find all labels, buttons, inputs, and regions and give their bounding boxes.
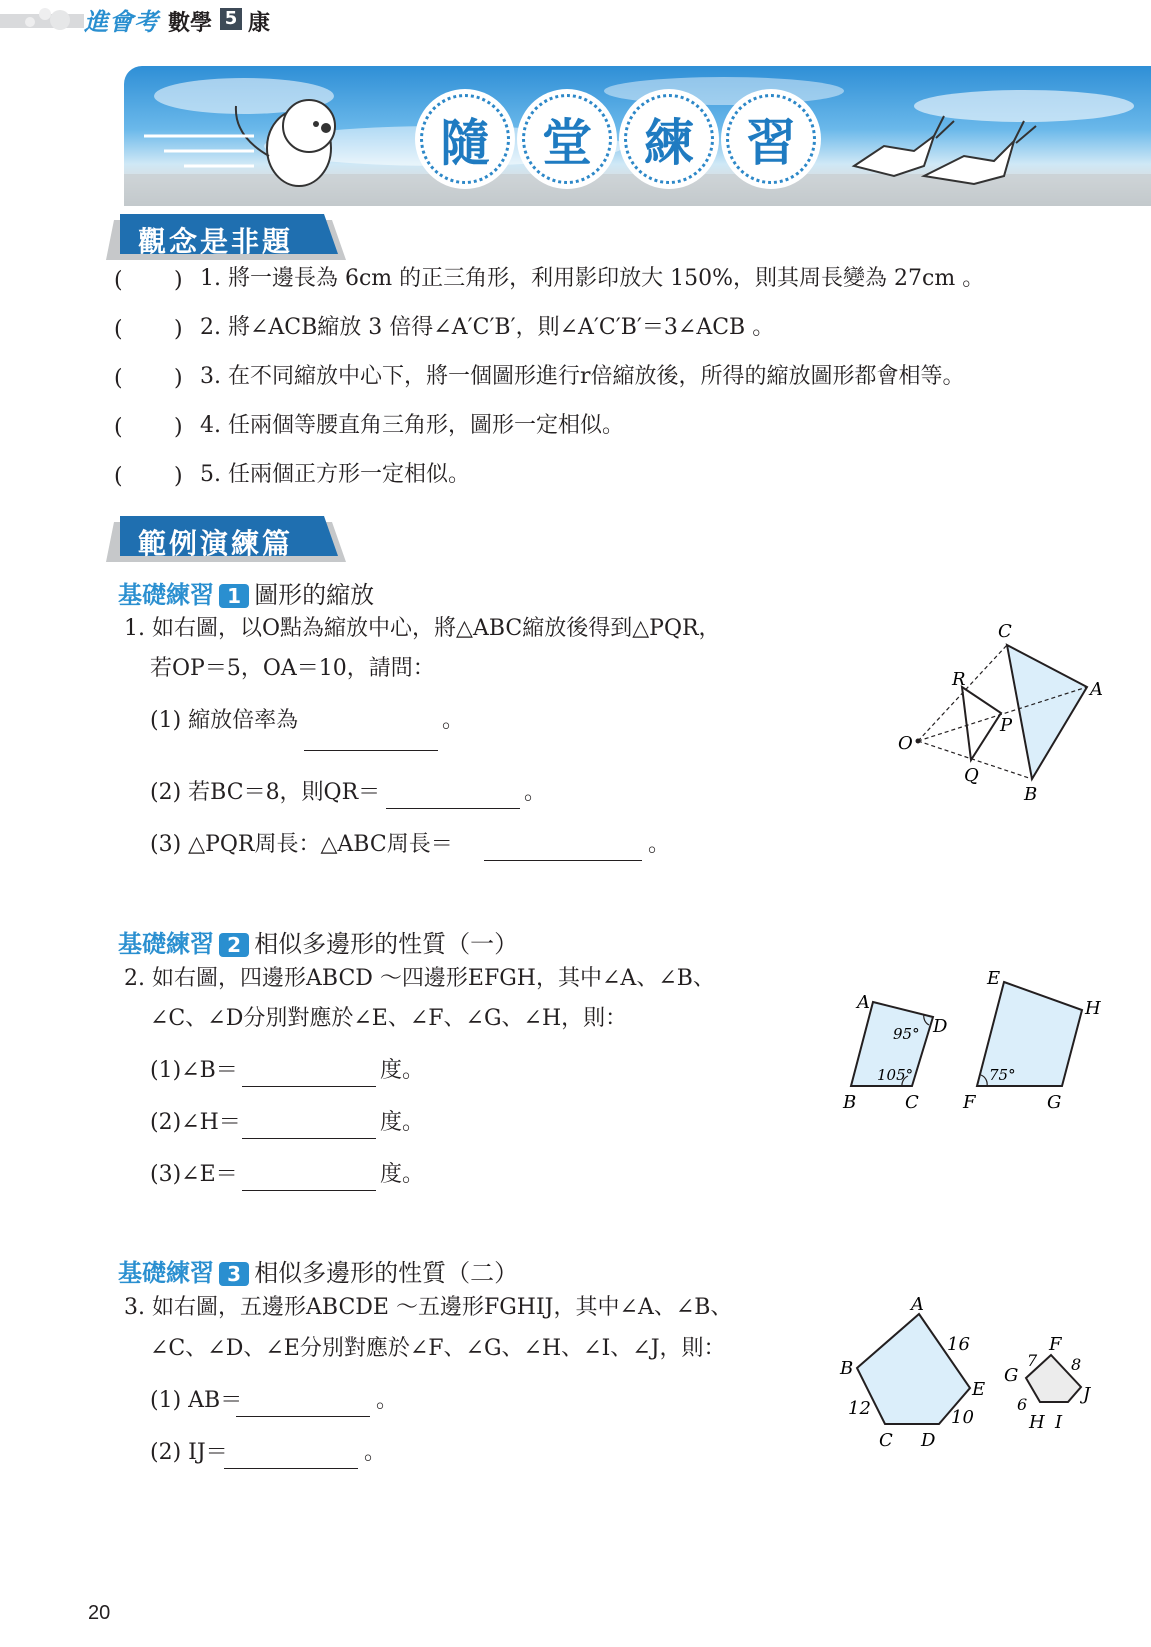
ex2-unit-3: 度。: [380, 1162, 425, 1187]
point-o: [916, 739, 921, 744]
label-p: P: [1000, 715, 1013, 736]
ex1-answer-blank-2[interactable]: [386, 780, 520, 809]
label-c: C: [998, 621, 1012, 642]
gazelle-illustration: [854, 116, 1036, 184]
label-b: B: [840, 1358, 854, 1379]
ex1-question-line1: 1. 如右圖，以O點為縮放中心，將△ABC縮放後得到△PQR，: [124, 616, 721, 641]
label-i: I: [1055, 1412, 1063, 1433]
label-c: C: [905, 1092, 919, 1113]
banner-char-3: 練: [624, 94, 714, 184]
ex1-figure: [880, 615, 1110, 810]
label-e: E: [972, 1379, 986, 1400]
section-title: 範例演練篇: [138, 527, 294, 560]
ex3-answer-blank-2[interactable]: [224, 1440, 358, 1469]
ex3-answer-blank-1[interactable]: [236, 1388, 370, 1417]
basic-practice-heading-1: [118, 575, 374, 610]
answer-paren-close: ): [174, 317, 183, 342]
basic-practice-heading-2: [118, 924, 518, 959]
ex1-sub1-end: 。: [442, 708, 465, 733]
length-gh: 6: [1017, 1395, 1028, 1414]
ex2-unit-2: 度。: [380, 1110, 425, 1135]
angle-label-d: 95°: [893, 1025, 920, 1043]
publisher-name: 康: [248, 11, 271, 36]
series-logo: 進會考: [84, 8, 159, 36]
question-text: 5. 任兩個正方形一定相似。: [200, 462, 470, 487]
ex1-sub1: (1) 縮放倍率為: [150, 708, 299, 733]
label-r: R: [952, 669, 966, 690]
answer-paren-open: (: [114, 464, 123, 489]
label-e: E: [987, 968, 1001, 989]
subject-title: 數學: [168, 11, 213, 36]
label-a: A: [857, 992, 870, 1013]
banner-char-4: 習: [726, 94, 816, 184]
page-number: 20: [88, 1602, 111, 1624]
ex2-answer-blank-3[interactable]: [242, 1162, 376, 1191]
length-fg: 7: [1027, 1351, 1038, 1370]
practice-banner: [124, 66, 1151, 206]
answer-paren-close: ): [174, 464, 183, 489]
label-q: Q: [964, 765, 979, 786]
label-b: B: [843, 1092, 857, 1113]
question-text: 2. 將∠ACB縮放 3 倍得∠A′C′B′，則∠A′C′B′＝3∠ACB 。: [200, 315, 775, 340]
triangle-pqr: [962, 687, 1001, 760]
ex2-answer-blank-2[interactable]: [242, 1110, 376, 1139]
section-title: 觀念是非題: [138, 225, 294, 258]
answer-paren-close: ): [174, 366, 183, 391]
label-c: C: [879, 1430, 893, 1451]
length-de: 10: [951, 1407, 974, 1428]
label-j: J: [1083, 1384, 1091, 1405]
triangle-abc: [1007, 645, 1087, 779]
ex2-sub3: (3)∠E＝: [150, 1162, 238, 1187]
basic-label: 基礎練習: [118, 581, 214, 609]
question-text: 4. 任兩個等腰直角三角形，圖形一定相似。: [200, 413, 624, 438]
angle-label-c: 105°: [877, 1066, 914, 1084]
ex1-answer-blank-3[interactable]: [484, 832, 642, 861]
basic-number: 1: [219, 584, 249, 608]
label-f: F: [963, 1092, 976, 1113]
answer-paren-close: ): [174, 268, 183, 293]
length-bc: 12: [848, 1398, 871, 1419]
ex3-sub2: (2) IJ＝: [150, 1440, 228, 1465]
ex2-figure: [835, 962, 1105, 1117]
basic-topic: 相似多邊形的性質（二）: [254, 1259, 519, 1287]
question-text: 1. 將一邊長為 6cm 的正三角形，利用影印放大 150%，則其周長變為 27cm 。: [200, 266, 985, 291]
ex1-sub3-end: 。: [648, 832, 671, 857]
ex1-sub2: (2) 若BC＝8，則QR＝: [150, 780, 381, 805]
banner-char-1: 隨: [420, 94, 510, 184]
answer-paren-open: (: [114, 317, 123, 342]
ex2-question-line2: ∠C、∠D分別對應於∠E、∠F、∠G、∠H，則：: [150, 1006, 628, 1031]
section-tag-examples: [106, 516, 346, 562]
answer-paren-open: (: [114, 415, 123, 440]
angle-label-f: 75°: [989, 1066, 1016, 1084]
label-b: B: [1024, 784, 1038, 805]
ex3-end-2: 。: [364, 1440, 387, 1465]
label-f: F: [1049, 1334, 1062, 1355]
ex3-sub1: (1) AB＝: [150, 1388, 243, 1413]
label-a: A: [911, 1294, 924, 1315]
banner-char-2: 堂: [522, 94, 612, 184]
label-g: G: [1047, 1092, 1062, 1113]
basic-number: 3: [219, 1262, 249, 1286]
ex1-question-line2: 若OP＝5，OA＝10，請問：: [150, 656, 435, 681]
ex2-answer-blank-1[interactable]: [242, 1058, 376, 1087]
answer-paren-open: (: [114, 268, 123, 293]
ex1-sub3: (3) △PQR周長：△ABC周長＝: [150, 832, 453, 857]
ex3-end-1: 。: [376, 1388, 399, 1413]
answer-paren-close: ): [174, 415, 183, 440]
ex1-answer-blank-1[interactable]: [304, 722, 438, 751]
length-ae: 16: [947, 1334, 970, 1355]
question-text: 3. 在不同縮放中心下，將一個圖形進行r倍縮放後，所得的縮放圖形都會相等。: [200, 364, 965, 389]
section-tag-concept: [106, 214, 346, 260]
ex2-unit-1: 度。: [380, 1058, 425, 1083]
basic-topic: 圖形的縮放: [254, 581, 375, 609]
ex2-sub2: (2)∠H＝: [150, 1110, 241, 1135]
ex1-sub2-end: 。: [524, 780, 547, 805]
ex3-question-line2: ∠C、∠D、∠E分別對應於∠F、∠G、∠H、∠I、∠J，則：: [150, 1336, 726, 1361]
label-d: D: [921, 1430, 936, 1451]
label-o: O: [898, 733, 913, 754]
basic-topic: 相似多邊形的性質（一）: [254, 930, 519, 958]
ray-oc: [918, 645, 1007, 741]
basic-practice-heading-3: [118, 1253, 518, 1288]
answer-paren-open: (: [114, 366, 123, 391]
length-fj: 8: [1071, 1355, 1082, 1374]
label-h: H: [1029, 1412, 1045, 1433]
volume-badge: 5: [220, 8, 242, 30]
basic-label: 基礎練習: [118, 1259, 214, 1287]
label-d: D: [933, 1016, 948, 1037]
basic-number: 2: [219, 933, 249, 957]
ex2-sub1: (1)∠B＝: [150, 1058, 238, 1083]
ex3-figure: [835, 1290, 1105, 1460]
label-g: G: [1004, 1365, 1019, 1386]
label-h: H: [1085, 998, 1101, 1019]
ex3-question-line1: 3. 如右圖，五邊形ABCDE ～五邊形FGHIJ，其中∠A、∠B、: [124, 1295, 733, 1320]
basic-label: 基礎練習: [118, 930, 214, 958]
ex2-question-line1: 2. 如右圖，四邊形ABCD ～四邊形EFGH，其中∠A、∠B、: [124, 966, 715, 991]
label-a: A: [1090, 679, 1103, 700]
